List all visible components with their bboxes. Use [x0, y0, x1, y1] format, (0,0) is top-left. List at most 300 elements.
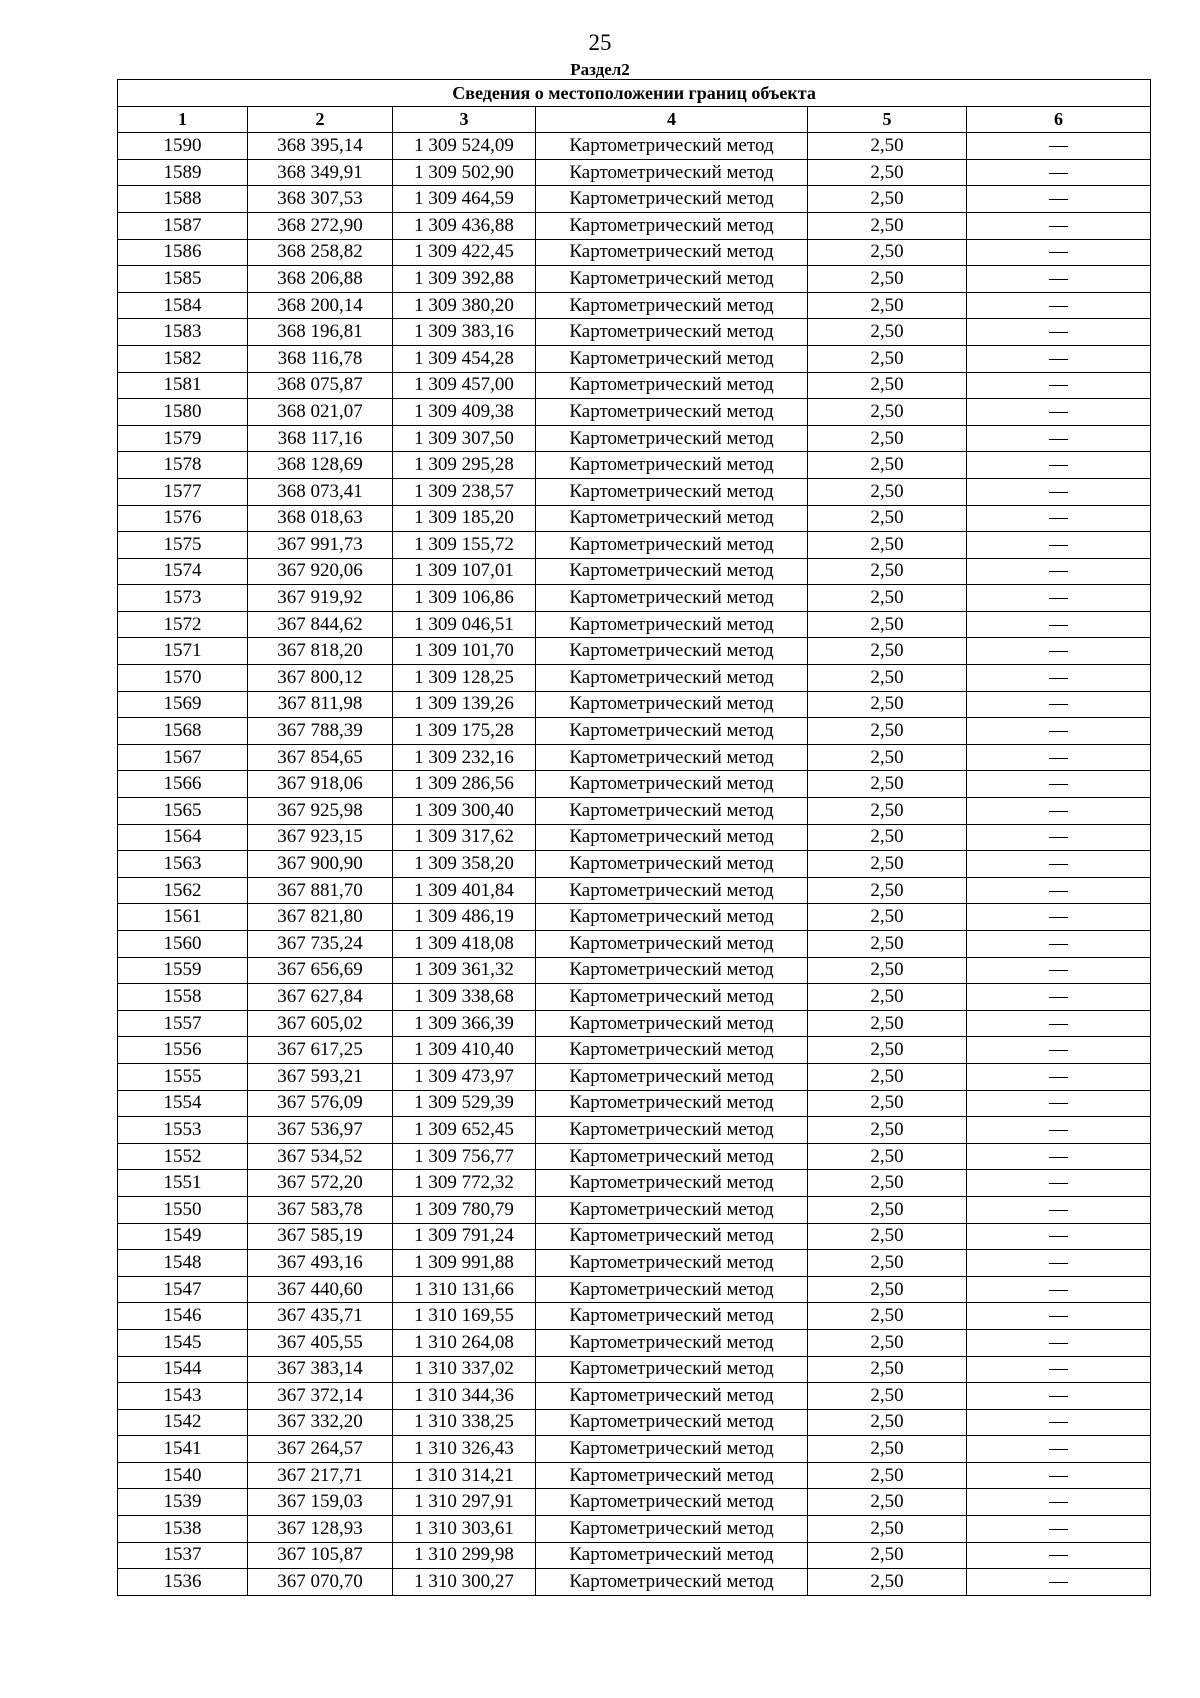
x-coordinate-cell: 367 735,24 [248, 931, 393, 958]
y-coordinate-cell: 1 309 409,38 [393, 399, 536, 426]
description-cell: — [967, 478, 1151, 505]
point-number-cell: 1558 [118, 984, 248, 1011]
point-number-cell: 1561 [118, 904, 248, 931]
table-row [118, 771, 1151, 798]
accuracy-cell: 2,50 [808, 1489, 967, 1516]
method-cell: Картометрический метод [536, 638, 808, 665]
accuracy-cell: 2,50 [808, 1542, 967, 1569]
x-coordinate-cell: 367 919,92 [248, 585, 393, 612]
table-row [118, 1569, 1151, 1596]
point-number-cell: 1569 [118, 691, 248, 718]
method-cell: Картометрический метод [536, 319, 808, 346]
x-coordinate-cell: 367 435,71 [248, 1303, 393, 1330]
y-coordinate-cell: 1 309 524,09 [393, 133, 536, 160]
accuracy-cell: 2,50 [808, 957, 967, 984]
table-row [118, 798, 1151, 825]
description-cell: — [967, 266, 1151, 293]
x-coordinate-cell: 367 264,57 [248, 1436, 393, 1463]
description-cell: — [967, 239, 1151, 266]
accuracy-cell: 2,50 [808, 266, 967, 293]
method-cell: Картометрический метод [536, 452, 808, 479]
accuracy-cell: 2,50 [808, 1090, 967, 1117]
y-coordinate-cell: 1 309 791,24 [393, 1223, 536, 1250]
table-row [118, 904, 1151, 931]
y-coordinate-cell: 1 310 131,66 [393, 1276, 536, 1303]
point-number-cell: 1577 [118, 478, 248, 505]
point-number-cell: 1563 [118, 851, 248, 878]
table-row [118, 1516, 1151, 1543]
point-number-cell: 1547 [118, 1276, 248, 1303]
accuracy-cell: 2,50 [808, 1383, 967, 1410]
description-cell: — [967, 532, 1151, 559]
accuracy-cell: 2,50 [808, 239, 967, 266]
point-number-cell: 1575 [118, 532, 248, 559]
x-coordinate-cell: 368 200,14 [248, 292, 393, 319]
point-number-cell: 1548 [118, 1250, 248, 1277]
point-number-cell: 1536 [118, 1569, 248, 1596]
method-cell: Картометрический метод [536, 1090, 808, 1117]
accuracy-cell: 2,50 [808, 718, 967, 745]
point-number-cell: 1553 [118, 1117, 248, 1144]
table-row [118, 824, 1151, 851]
table-row [118, 558, 1151, 585]
table-row [118, 984, 1151, 1011]
point-number-cell: 1585 [118, 266, 248, 293]
table-row [118, 1383, 1151, 1410]
column-header: 4 [536, 106, 808, 133]
x-coordinate-cell: 367 383,14 [248, 1356, 393, 1383]
accuracy-cell: 2,50 [808, 345, 967, 372]
method-cell: Картометрический метод [536, 824, 808, 851]
point-number-cell: 1579 [118, 425, 248, 452]
point-number-cell: 1574 [118, 558, 248, 585]
description-cell: — [967, 1143, 1151, 1170]
table-row [118, 1409, 1151, 1436]
y-coordinate-cell: 1 309 317,62 [393, 824, 536, 851]
accuracy-cell: 2,50 [808, 824, 967, 851]
description-cell: — [967, 1409, 1151, 1436]
table-row [118, 345, 1151, 372]
y-coordinate-cell: 1 309 338,68 [393, 984, 536, 1011]
description-cell: — [967, 611, 1151, 638]
point-number-cell: 1580 [118, 399, 248, 426]
x-coordinate-cell: 368 021,07 [248, 399, 393, 426]
method-cell: Картометрический метод [536, 266, 808, 293]
point-number-cell: 1578 [118, 452, 248, 479]
x-coordinate-cell: 368 018,63 [248, 505, 393, 532]
accuracy-cell: 2,50 [808, 771, 967, 798]
accuracy-cell: 2,50 [808, 372, 967, 399]
y-coordinate-cell: 1 309 772,32 [393, 1170, 536, 1197]
description-cell: — [967, 691, 1151, 718]
table-row [118, 425, 1151, 452]
description-cell: — [967, 212, 1151, 239]
method-cell: Картометрический метод [536, 1170, 808, 1197]
description-cell: — [967, 638, 1151, 665]
accuracy-cell: 2,50 [808, 665, 967, 692]
table-row [118, 1436, 1151, 1463]
column-header: 5 [808, 106, 967, 133]
table-row [118, 1489, 1151, 1516]
x-coordinate-cell: 367 493,16 [248, 1250, 393, 1277]
table-row [118, 1303, 1151, 1330]
description-cell: — [967, 159, 1151, 186]
method-cell: Картометрический метод [536, 239, 808, 266]
accuracy-cell: 2,50 [808, 212, 967, 239]
y-coordinate-cell: 1 310 303,61 [393, 1516, 536, 1543]
y-coordinate-cell: 1 309 473,97 [393, 1063, 536, 1090]
point-number-cell: 1576 [118, 505, 248, 532]
description-cell: — [967, 1063, 1151, 1090]
point-number-cell: 1538 [118, 1516, 248, 1543]
y-coordinate-cell: 1 309 295,28 [393, 452, 536, 479]
point-number-cell: 1584 [118, 292, 248, 319]
method-cell: Картометрический метод [536, 1250, 808, 1277]
column-header: 6 [967, 106, 1151, 133]
method-cell: Картометрический метод [536, 1356, 808, 1383]
method-cell: Картометрический метод [536, 1117, 808, 1144]
description-cell: — [967, 425, 1151, 452]
y-coordinate-cell: 1 309 185,20 [393, 505, 536, 532]
description-cell: — [967, 957, 1151, 984]
method-cell: Картометрический метод [536, 1303, 808, 1330]
y-coordinate-cell: 1 309 366,39 [393, 1010, 536, 1037]
method-cell: Картометрический метод [536, 877, 808, 904]
description-cell: — [967, 771, 1151, 798]
table-row [118, 691, 1151, 718]
point-number-cell: 1554 [118, 1090, 248, 1117]
table-row [118, 931, 1151, 958]
method-cell: Картометрический метод [536, 425, 808, 452]
y-coordinate-cell: 1 310 314,21 [393, 1462, 536, 1489]
x-coordinate-cell: 367 440,60 [248, 1276, 393, 1303]
y-coordinate-cell: 1 309 756,77 [393, 1143, 536, 1170]
method-cell: Картометрический метод [536, 212, 808, 239]
method-cell: Картометрический метод [536, 1063, 808, 1090]
table-row [118, 478, 1151, 505]
point-number-cell: 1583 [118, 319, 248, 346]
x-coordinate-cell: 367 821,80 [248, 904, 393, 931]
table-row [118, 851, 1151, 878]
x-coordinate-cell: 367 991,73 [248, 532, 393, 559]
y-coordinate-cell: 1 309 101,70 [393, 638, 536, 665]
description-cell: — [967, 1170, 1151, 1197]
method-cell: Картометрический метод [536, 585, 808, 612]
method-cell: Картометрический метод [536, 1489, 808, 1516]
accuracy-cell: 2,50 [808, 1409, 967, 1436]
x-coordinate-cell: 367 627,84 [248, 984, 393, 1011]
y-coordinate-cell: 1 309 454,28 [393, 345, 536, 372]
table-row [118, 186, 1151, 213]
description-cell: — [967, 1250, 1151, 1277]
y-coordinate-cell: 1 309 464,59 [393, 186, 536, 213]
column-header: 2 [248, 106, 393, 133]
table-row [118, 159, 1151, 186]
method-cell: Картометрический метод [536, 1329, 808, 1356]
accuracy-cell: 2,50 [808, 1143, 967, 1170]
method-cell: Картометрический метод [536, 133, 808, 160]
accuracy-cell: 2,50 [808, 1063, 967, 1090]
x-coordinate-cell: 368 258,82 [248, 239, 393, 266]
x-coordinate-cell: 367 572,20 [248, 1170, 393, 1197]
x-coordinate-cell: 367 217,71 [248, 1462, 393, 1489]
point-number-cell: 1589 [118, 159, 248, 186]
description-cell: — [967, 824, 1151, 851]
table-row [118, 133, 1151, 160]
x-coordinate-cell: 367 920,06 [248, 558, 393, 585]
y-coordinate-cell: 1 309 128,25 [393, 665, 536, 692]
x-coordinate-cell: 367 811,98 [248, 691, 393, 718]
accuracy-cell: 2,50 [808, 1170, 967, 1197]
description-cell: — [967, 1489, 1151, 1516]
point-number-cell: 1571 [118, 638, 248, 665]
table-row [118, 1063, 1151, 1090]
accuracy-cell: 2,50 [808, 1276, 967, 1303]
method-cell: Картометрический метод [536, 292, 808, 319]
method-cell: Картометрический метод [536, 186, 808, 213]
table-row [118, 1462, 1151, 1489]
description-cell: — [967, 665, 1151, 692]
x-coordinate-cell: 367 536,97 [248, 1117, 393, 1144]
x-coordinate-cell: 367 818,20 [248, 638, 393, 665]
point-number-cell: 1539 [118, 1489, 248, 1516]
x-coordinate-cell: 367 788,39 [248, 718, 393, 745]
y-coordinate-cell: 1 309 286,56 [393, 771, 536, 798]
x-coordinate-cell: 367 585,19 [248, 1223, 393, 1250]
y-coordinate-cell: 1 310 300,27 [393, 1569, 536, 1596]
table-row [118, 718, 1151, 745]
x-coordinate-cell: 368 307,53 [248, 186, 393, 213]
y-coordinate-cell: 1 309 046,51 [393, 611, 536, 638]
point-number-cell: 1573 [118, 585, 248, 612]
accuracy-cell: 2,50 [808, 904, 967, 931]
y-coordinate-cell: 1 309 300,40 [393, 798, 536, 825]
y-coordinate-cell: 1 310 297,91 [393, 1489, 536, 1516]
table-row [118, 212, 1151, 239]
column-header: 1 [118, 106, 248, 133]
point-number-cell: 1581 [118, 372, 248, 399]
method-cell: Картометрический метод [536, 1010, 808, 1037]
description-cell: — [967, 1090, 1151, 1117]
x-coordinate-cell: 367 070,70 [248, 1569, 393, 1596]
accuracy-cell: 2,50 [808, 1010, 967, 1037]
description-cell: — [967, 558, 1151, 585]
method-cell: Картометрический метод [536, 931, 808, 958]
method-cell: Картометрический метод [536, 665, 808, 692]
accuracy-cell: 2,50 [808, 1117, 967, 1144]
table-row [118, 239, 1151, 266]
point-number-cell: 1560 [118, 931, 248, 958]
method-cell: Картометрический метод [536, 372, 808, 399]
description-cell: — [967, 319, 1151, 346]
table-row [118, 957, 1151, 984]
x-coordinate-cell: 367 918,06 [248, 771, 393, 798]
y-coordinate-cell: 1 309 232,16 [393, 744, 536, 771]
point-number-cell: 1568 [118, 718, 248, 745]
section-title: Раздел2 [570, 60, 630, 79]
x-coordinate-cell: 367 854,65 [248, 744, 393, 771]
table-row [118, 1250, 1151, 1277]
description-cell: — [967, 345, 1151, 372]
point-number-cell: 1564 [118, 824, 248, 851]
accuracy-cell: 2,50 [808, 1569, 967, 1596]
accuracy-cell: 2,50 [808, 505, 967, 532]
accuracy-cell: 2,50 [808, 425, 967, 452]
y-coordinate-cell: 1 309 307,50 [393, 425, 536, 452]
accuracy-cell: 2,50 [808, 399, 967, 426]
y-coordinate-cell: 1 309 502,90 [393, 159, 536, 186]
method-cell: Картометрический метод [536, 984, 808, 1011]
x-coordinate-cell: 368 117,16 [248, 425, 393, 452]
description-cell: — [967, 1276, 1151, 1303]
point-number-cell: 1544 [118, 1356, 248, 1383]
description-cell: — [967, 133, 1151, 160]
accuracy-cell: 2,50 [808, 1329, 967, 1356]
x-coordinate-cell: 367 576,09 [248, 1090, 393, 1117]
accuracy-cell: 2,50 [808, 558, 967, 585]
accuracy-cell: 2,50 [808, 877, 967, 904]
method-cell: Картометрический метод [536, 957, 808, 984]
point-number-cell: 1572 [118, 611, 248, 638]
accuracy-cell: 2,50 [808, 1037, 967, 1064]
table-row [118, 744, 1151, 771]
description-cell: — [967, 1542, 1151, 1569]
table-row [118, 1117, 1151, 1144]
method-cell: Картометрический метод [536, 1409, 808, 1436]
x-coordinate-cell: 367 656,69 [248, 957, 393, 984]
point-number-cell: 1549 [118, 1223, 248, 1250]
point-number-cell: 1537 [118, 1542, 248, 1569]
table-row [118, 1542, 1151, 1569]
y-coordinate-cell: 1 309 652,45 [393, 1117, 536, 1144]
description-cell: — [967, 1329, 1151, 1356]
point-number-cell: 1556 [118, 1037, 248, 1064]
method-cell: Картометрический метод [536, 1276, 808, 1303]
description-cell: — [967, 1516, 1151, 1543]
point-number-cell: 1555 [118, 1063, 248, 1090]
description-cell: — [967, 931, 1151, 958]
x-coordinate-cell: 367 593,21 [248, 1063, 393, 1090]
x-coordinate-cell: 368 128,69 [248, 452, 393, 479]
x-coordinate-cell: 367 923,15 [248, 824, 393, 851]
y-coordinate-cell: 1 309 418,08 [393, 931, 536, 958]
table-caption: Сведения о местоположении границ объекта [118, 80, 1151, 107]
point-number-cell: 1588 [118, 186, 248, 213]
y-coordinate-cell: 1 310 299,98 [393, 1542, 536, 1569]
method-cell: Картометрический метод [536, 478, 808, 505]
x-coordinate-cell: 367 159,03 [248, 1489, 393, 1516]
table-row [118, 292, 1151, 319]
description-cell: — [967, 399, 1151, 426]
y-coordinate-cell: 1 309 436,88 [393, 212, 536, 239]
description-cell: — [967, 1462, 1151, 1489]
point-number-cell: 1545 [118, 1329, 248, 1356]
accuracy-cell: 2,50 [808, 585, 967, 612]
point-number-cell: 1566 [118, 771, 248, 798]
point-number-cell: 1559 [118, 957, 248, 984]
table-row [118, 1143, 1151, 1170]
description-cell: — [967, 1117, 1151, 1144]
accuracy-cell: 2,50 [808, 1223, 967, 1250]
point-number-cell: 1567 [118, 744, 248, 771]
accuracy-cell: 2,50 [808, 478, 967, 505]
method-cell: Картометрический метод [536, 1542, 808, 1569]
table-row [118, 319, 1151, 346]
page-number: 25 [588, 30, 612, 55]
x-coordinate-cell: 367 844,62 [248, 611, 393, 638]
table-row [118, 1356, 1151, 1383]
y-coordinate-cell: 1 309 106,86 [393, 585, 536, 612]
y-coordinate-cell: 1 310 264,08 [393, 1329, 536, 1356]
table-row [118, 452, 1151, 479]
x-coordinate-cell: 368 075,87 [248, 372, 393, 399]
y-coordinate-cell: 1 309 139,26 [393, 691, 536, 718]
point-number-cell: 1586 [118, 239, 248, 266]
method-cell: Картометрический метод [536, 771, 808, 798]
y-coordinate-cell: 1 309 358,20 [393, 851, 536, 878]
method-cell: Картометрический метод [536, 532, 808, 559]
x-coordinate-cell: 367 605,02 [248, 1010, 393, 1037]
x-coordinate-cell: 368 395,14 [248, 133, 393, 160]
accuracy-cell: 2,50 [808, 638, 967, 665]
table-row [118, 532, 1151, 559]
table-row [118, 1223, 1151, 1250]
method-cell: Картометрический метод [536, 1383, 808, 1410]
description-cell: — [967, 877, 1151, 904]
point-number-cell: 1540 [118, 1462, 248, 1489]
accuracy-cell: 2,50 [808, 133, 967, 160]
description-cell: — [967, 1037, 1151, 1064]
description-cell: — [967, 851, 1151, 878]
x-coordinate-cell: 367 534,52 [248, 1143, 393, 1170]
method-cell: Картометрический метод [536, 505, 808, 532]
column-header: 3 [393, 106, 536, 133]
method-cell: Картометрический метод [536, 691, 808, 718]
point-number-cell: 1565 [118, 798, 248, 825]
boundary-coordinates-table [117, 79, 1151, 1596]
method-cell: Картометрический метод [536, 1462, 808, 1489]
accuracy-cell: 2,50 [808, 1250, 967, 1277]
y-coordinate-cell: 1 309 410,40 [393, 1037, 536, 1064]
description-cell: — [967, 452, 1151, 479]
x-coordinate-cell: 367 372,14 [248, 1383, 393, 1410]
method-cell: Картометрический метод [536, 851, 808, 878]
point-number-cell: 1557 [118, 1010, 248, 1037]
method-cell: Картометрический метод [536, 611, 808, 638]
y-coordinate-cell: 1 310 169,55 [393, 1303, 536, 1330]
method-cell: Картометрический метод [536, 904, 808, 931]
accuracy-cell: 2,50 [808, 1436, 967, 1463]
y-coordinate-cell: 1 309 107,01 [393, 558, 536, 585]
table-row [118, 611, 1151, 638]
y-coordinate-cell: 1 309 486,19 [393, 904, 536, 931]
method-cell: Картометрический метод [536, 558, 808, 585]
method-cell: Картометрический метод [536, 744, 808, 771]
x-coordinate-cell: 367 800,12 [248, 665, 393, 692]
accuracy-cell: 2,50 [808, 744, 967, 771]
table-row [118, 877, 1151, 904]
y-coordinate-cell: 1 309 175,28 [393, 718, 536, 745]
x-coordinate-cell: 368 272,90 [248, 212, 393, 239]
method-cell: Картометрический метод [536, 1223, 808, 1250]
method-cell: Картометрический метод [536, 1143, 808, 1170]
table-row [118, 1090, 1151, 1117]
accuracy-cell: 2,50 [808, 532, 967, 559]
method-cell: Картометрический метод [536, 159, 808, 186]
y-coordinate-cell: 1 310 344,36 [393, 1383, 536, 1410]
x-coordinate-cell: 367 881,70 [248, 877, 393, 904]
method-cell: Картометрический метод [536, 1436, 808, 1463]
